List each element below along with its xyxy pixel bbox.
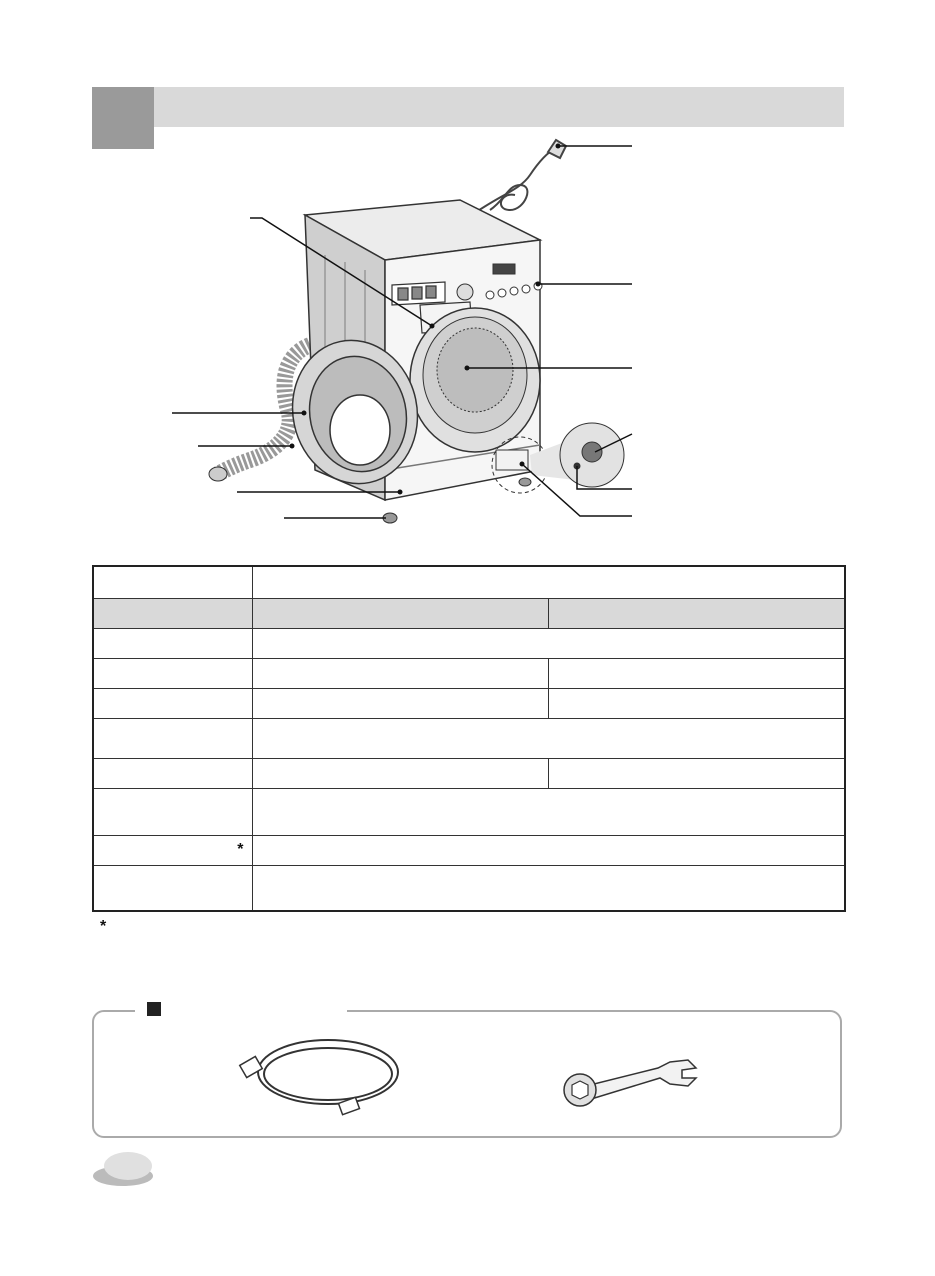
spec-cell <box>252 628 845 658</box>
spec-cell <box>252 658 548 688</box>
spec-cell <box>252 835 845 865</box>
drum <box>410 308 540 452</box>
spec-cell <box>252 566 845 598</box>
spec-cell <box>93 688 252 718</box>
spec-row <box>93 758 845 788</box>
spec-table <box>92 565 846 912</box>
accessories-heading-marker <box>147 1002 161 1016</box>
spec-row <box>93 718 845 758</box>
spec-row <box>93 658 845 688</box>
spec-cell <box>252 865 845 911</box>
spec-cell <box>93 788 252 835</box>
spec-cell <box>93 598 252 628</box>
spec-cell <box>252 758 548 788</box>
spec-cell <box>93 658 252 688</box>
spec-row <box>93 566 845 598</box>
spec-cell <box>252 598 548 628</box>
spec-row <box>93 628 845 658</box>
spec-cell-asterisk: * <box>93 835 252 865</box>
washer-diagram <box>0 0 935 560</box>
page-number-badge <box>92 1150 154 1188</box>
spec-cell <box>548 598 845 628</box>
spanner-icon <box>558 1048 703 1108</box>
spec-cell <box>93 865 252 911</box>
accessories-box <box>92 1010 842 1138</box>
spec-row <box>93 835 845 865</box>
spec-header-row <box>93 598 845 628</box>
spec-cell <box>93 628 252 658</box>
accessories-heading-gap <box>135 1004 347 1018</box>
power-cord-illustration <box>472 140 566 215</box>
spec-cell <box>93 718 252 758</box>
inlet-hose-icon <box>236 1030 406 1120</box>
spec-cell <box>252 688 548 718</box>
spec-cell <box>548 758 845 788</box>
spec-cell <box>93 566 252 598</box>
spec-cell <box>548 658 845 688</box>
spec-row <box>93 688 845 718</box>
spec-row <box>93 865 845 911</box>
spec-row <box>93 788 845 835</box>
spec-cell <box>93 758 252 788</box>
spec-cell <box>252 788 845 835</box>
spec-cell <box>252 718 845 758</box>
footnote-asterisk: * <box>100 918 107 935</box>
spec-cell <box>548 688 845 718</box>
